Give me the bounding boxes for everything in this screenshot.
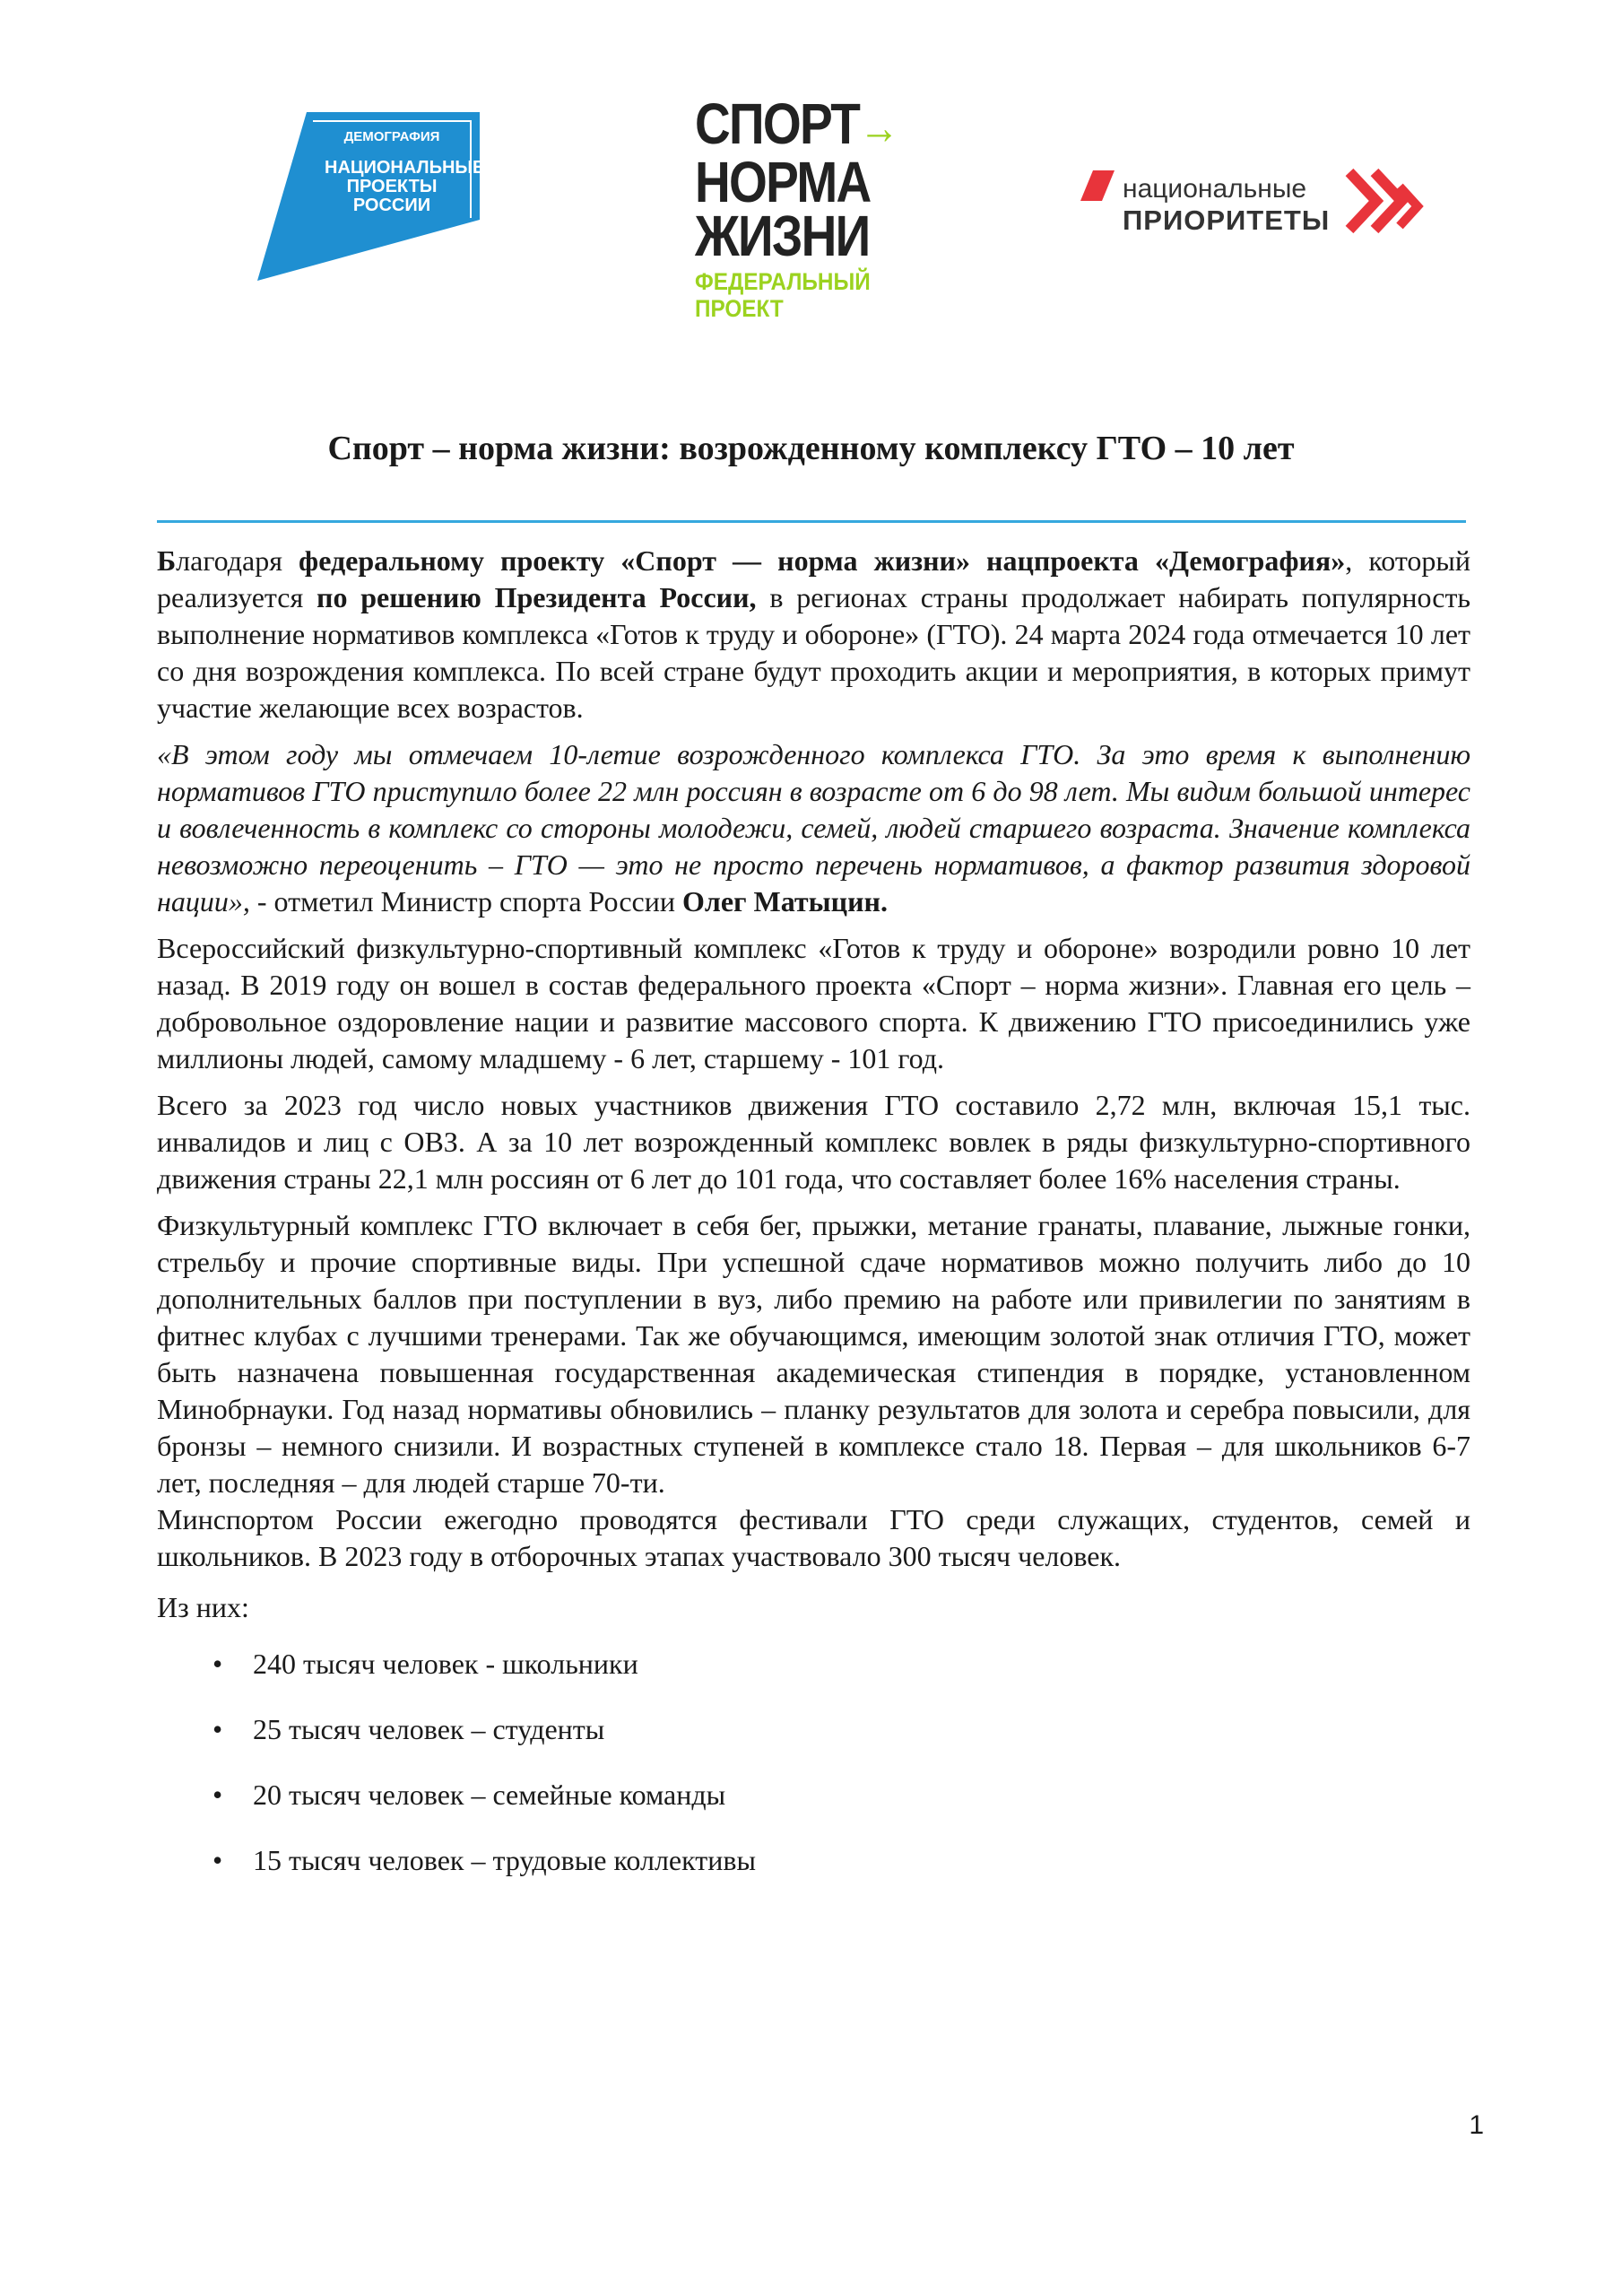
list-intro: Из них:	[157, 1591, 249, 1623]
intro-text-2: , который реализуется	[157, 544, 1471, 613]
chevrons-icon	[1342, 161, 1432, 242]
title-divider	[157, 520, 1466, 523]
red-slash-icon	[1080, 169, 1116, 204]
sport-logo-line-1	[695, 91, 898, 156]
list-item-text: 15 тысяч человек – трудовые коллективы	[253, 1844, 756, 1876]
intro-president-decision: по решению Президента России,	[317, 581, 757, 613]
sport-logo-subtitle	[695, 268, 880, 322]
list-item-text: 20 тысяч человек – семейные команды	[253, 1779, 726, 1811]
paragraph-festivals: Минспортом России ежегодно проводятся фестивали ГТО среди служащих, студентов, семей и школьников. В 2023 году в отборочных этапах участвовало 300 тысяч человек.	[157, 1503, 1470, 1572]
demografia-line-3: РОССИИ	[352, 196, 431, 215]
page-number: 1	[1469, 2110, 1484, 2140]
paragraph-history: Всероссийский физкультурно-спортивный комплекс «Готов к труду и обороне» возродили ровно 10 лет назад. В 2019 году он вошел в состав федерального проекта «Спорт – норма жизни». Главная его цель – добровольное оздоровление нации и развитие массового спорта. К движению ГТО присоединились уже миллионы людей, самому младшему - 6 лет, старшему - 101 год.	[157, 932, 1470, 1074]
national-priorities-logo	[1080, 161, 1439, 242]
sport-logo-sub-line-2: ПРОЕКТ	[695, 295, 784, 322]
sport-logo-word-1: СПОРТ	[695, 91, 860, 156]
demografia-logo	[257, 112, 485, 283]
quote-attribution: - отметил Министр спорта России	[249, 885, 682, 918]
national-priorities-line-2: ПРИОРИТЕТЫ	[1123, 204, 1331, 236]
paragraph-intro	[157, 543, 1470, 726]
list-item-text: 240 тысяч человек - школьники	[253, 1648, 638, 1680]
intro-project-name: федеральному проекту «Спорт — норма жизни» нацпроекта «Демография»	[299, 544, 1346, 577]
minister-quote: «В этом году мы отмечаем 10-летие возрожденного комплекса ГТО. За это время к выполнению нормативов ГТО приступило более 22 млн россиян в возрасте от 6 до 98 лет. Мы видим большой интерес и вовлеченность в комплекс со стороны молодежи, семей, людей старшего возраста. Значение комплекса невозможно переоценить – ГТО — это не просто перечень нормативов, а фактор развития здоровой нации»,	[157, 738, 1470, 918]
sport-norma-zhizni-logo	[695, 91, 901, 322]
participants-list	[157, 1646, 1470, 1908]
arrow-right-icon: →	[859, 102, 898, 154]
sport-logo-sub-line-1: ФЕДЕРАЛЬНЫЙ	[695, 268, 871, 295]
sport-logo-line-3: ЖИЗНИ	[695, 204, 870, 268]
demografia-tag: ДЕМОГРАФИЯ	[343, 129, 440, 144]
article-body	[157, 543, 1470, 1908]
paragraph-statistics: Всего за 2023 год число новых участников движения ГТО составило 2,72 млн, включая 15,1 тыс. инвалидов и лиц с ОВЗ. А за 10 лет возрожденный комплекс вовлек в ряды физкультурно-спортивного движения страны 22,1 млн россиян от 6 лет до 101 года, что составляет более 16% населения страны.	[157, 1089, 1470, 1195]
paragraph-disciplines: Физкультурный комплекс ГТО включает в себя бег, прыжки, метание гранаты, плавание, лыжные гонки, стрельбу и прочие спортивные виды. При успешной сдаче нормативов можно получить либо до 10 дополнительных баллов при поступлении в вуз, либо премию на работе или привилегии по занятиям в фитнес клубах с лучшими тренерами. Так же обучающимся, имеющим золотой знак отличия ГТО, может быть назначена повышенная государственная академическая стипендия в порядке, установленном Минобрнауки. Год назад нормативы обновились – планку результатов для золота и серебра повысили, для бронзы – немного снизили. И возрастных ступеней в комплексе стало 18. Первая – для школьников 6-7 лет, последняя – для людей старше 70-ти.	[157, 1209, 1470, 1499]
sport-logo-line-2: НОРМА	[695, 150, 871, 214]
intro-drop-letter: Б	[157, 544, 177, 577]
demografia-line-1: НАЦИОНАЛЬНЫЕ	[325, 158, 485, 178]
paragraph-quote	[157, 736, 1470, 920]
list-item	[157, 1777, 1470, 1842]
list-item	[157, 1711, 1470, 1777]
minister-name: Олег Матыцин.	[681, 885, 888, 918]
chevron-1	[1349, 172, 1376, 230]
bullet-icon: •	[213, 1779, 223, 1811]
intro-text-3: в регионах страны продолжает набирать популярность выполнение нормативов комплекса «Готов к труду и обороне» (ГТО). 24 марта 2024 года отмечается 10 лет со дня возрождения комплекса. По всей стране будут проходить акции и мероприятия, в которых примут участие желающие всех возрастов.	[157, 581, 1471, 724]
document-title: Спорт – норма жизни: возрожденному комплексу ГТО – 10 лет	[327, 430, 1295, 467]
list-item	[157, 1646, 1470, 1711]
bullet-icon: •	[213, 1713, 223, 1745]
list-item	[157, 1842, 1470, 1908]
list-item-text: 25 тысяч человек – студенты	[253, 1713, 605, 1745]
red-slash-shape	[1080, 170, 1115, 201]
national-priorities-text	[1123, 174, 1330, 237]
bullet-icon: •	[213, 1648, 223, 1680]
national-priorities-line-1: национальные	[1123, 174, 1307, 204]
demografia-caption	[325, 158, 485, 215]
bullet-icon: •	[213, 1844, 223, 1876]
intro-text-1: лагодаря	[176, 544, 299, 577]
demografia-line-2: ПРОЕКТЫ	[346, 177, 438, 196]
